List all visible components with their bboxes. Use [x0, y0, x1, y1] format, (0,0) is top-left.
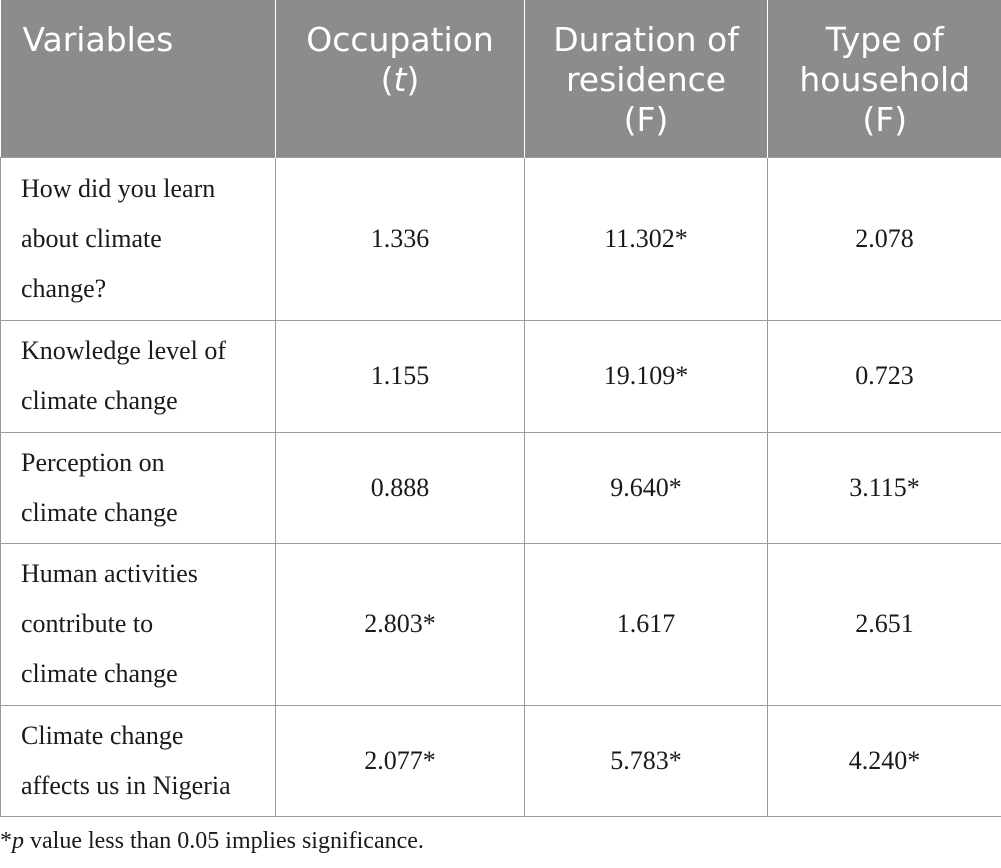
- header-household-line-3: (F): [862, 100, 908, 139]
- variable-line: climate change: [21, 497, 178, 527]
- footnote-p-symbol: p: [12, 828, 24, 854]
- occupation-cell: 1.155: [276, 320, 525, 432]
- duration-cell: 5.783*: [525, 705, 768, 816]
- table-footnote: [0, 828, 424, 855]
- header-variables: [1, 0, 276, 157]
- duration-cell: 19.109*: [525, 320, 768, 432]
- occupation-cell: 2.077*: [276, 705, 525, 816]
- header-row: [1, 0, 1001, 157]
- variable-line: climate change: [21, 659, 178, 688]
- header-variables-label: Variables: [22, 20, 174, 59]
- table-row: [1, 705, 1001, 816]
- header-duration-line-1: Duration of: [553, 20, 739, 59]
- variable-line: contribute to: [21, 609, 154, 638]
- footnote-text: value less than 0.05 implies significance.: [24, 828, 424, 854]
- footnote-star: *: [0, 828, 12, 854]
- duration-cell: 9.640*: [525, 432, 768, 543]
- variable-line: climate change: [21, 386, 178, 415]
- occupation-cell: 0.888: [276, 432, 525, 543]
- household-cell: 2.651: [768, 543, 1001, 705]
- variable-line: Perception on: [21, 447, 165, 477]
- household-cell: 4.240*: [768, 705, 1001, 816]
- household-cell: 0.723: [768, 320, 1001, 432]
- header-household-line-2: household: [799, 60, 971, 99]
- variable-line: about climate: [21, 223, 162, 253]
- variable-line: How did you learn: [21, 173, 216, 203]
- header-duration: [525, 0, 768, 157]
- variable-cell: [1, 432, 276, 543]
- variable-line: change?: [21, 273, 107, 303]
- household-cell: 2.078: [768, 157, 1001, 320]
- duration-cell: 11.302*: [525, 157, 768, 320]
- variable-line: affects us in Nigeria: [21, 770, 231, 800]
- header-occupation-label: Occupation: [306, 20, 494, 59]
- variable-cell: [1, 157, 276, 320]
- table-row: [1, 432, 1001, 543]
- header-occupation-stat-symbol: t: [393, 60, 407, 99]
- header-occupation: [276, 0, 525, 157]
- header-household: [768, 0, 1001, 157]
- header-duration-line-3: (F): [623, 100, 669, 139]
- table-row: [1, 320, 1001, 432]
- household-cell: 3.115*: [768, 432, 1001, 543]
- header-household-line-1: Type of: [825, 20, 944, 59]
- variable-line: Climate change: [21, 720, 184, 750]
- variable-cell: [1, 320, 276, 432]
- variable-cell: [1, 705, 276, 816]
- variable-line: Human activities: [21, 559, 198, 588]
- table-row: [1, 543, 1001, 705]
- variable-cell: [1, 543, 276, 705]
- occupation-cell: 2.803*: [276, 543, 525, 705]
- header-duration-line-2: residence: [565, 60, 727, 99]
- variable-line: Knowledge level of: [21, 336, 227, 365]
- occupation-cell: 1.336: [276, 157, 525, 320]
- header-occupation-stat: (t): [380, 60, 420, 99]
- duration-cell: 1.617: [525, 543, 768, 705]
- table-row: [1, 157, 1001, 320]
